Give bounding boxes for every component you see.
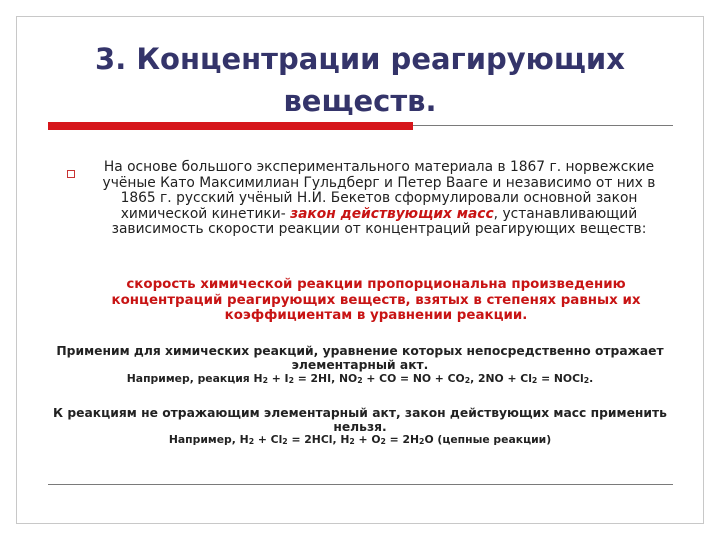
law-statement: скорость химической реакции пропорциональна произведению концентраций реагирующих веществ, взятых в степенях равных их коэффициентам в уравнении реакции. bbox=[111, 277, 641, 323]
slide-title bbox=[40, 38, 680, 122]
example-reactions-1 bbox=[40, 372, 680, 386]
example2-intro: Например, bbox=[168, 433, 240, 446]
reaction-no2-co: $NO_2$ + CO = NO + $CO_2$, $2NO + Cl_2$ = NOCl$_2$. bbox=[338, 372, 594, 386]
non-applicability-paragraph: К реакциям не отражающим элементарный акт, закон действующих масс применить нельзя. bbox=[53, 406, 667, 434]
title-line-1: 3. Концентрации реагирующих bbox=[95, 42, 625, 76]
reaction-h2-cl2: $H_2 + Cl_2 = 2HCl$, bbox=[239, 433, 341, 447]
intro-paragraph bbox=[88, 160, 670, 238]
intro-text-end: , устанавливающий зависимость скорости реакции от концентраций реагирующих веществ: bbox=[111, 205, 647, 237]
intro-text: На основе большого экспериментального материала в 1867 г. норвежские учёные Като Максимилиан Гульдберг и Петер Вааге и независимо от них в 1865 г. русский учёный Н.И. Бекетов сформулировали основной закон химической кинетики- bbox=[102, 159, 656, 222]
applicability-paragraph: Применим для химических реакций, уравнение которых непосредственно отражает элементарный акт. bbox=[56, 344, 664, 372]
example1-intro: Например, реакция bbox=[126, 372, 254, 385]
reaction-h2-o2: $H_2 + O_2 = 2H_2O$ bbox=[340, 433, 434, 447]
chain-reactions-note: (цепные реакции) bbox=[433, 433, 552, 446]
square-bullet-icon bbox=[67, 170, 75, 178]
example-reactions-2 bbox=[40, 433, 680, 447]
reaction-h2-i2: $H_2 + I_2 = 2HI$, bbox=[253, 372, 339, 386]
title-line-2: веществ. bbox=[283, 84, 437, 118]
title-rule bbox=[413, 125, 673, 126]
footer-rule bbox=[48, 484, 673, 485]
title-underline-bar bbox=[48, 122, 413, 130]
law-name-emphasis: закон действующих масс bbox=[290, 205, 494, 222]
